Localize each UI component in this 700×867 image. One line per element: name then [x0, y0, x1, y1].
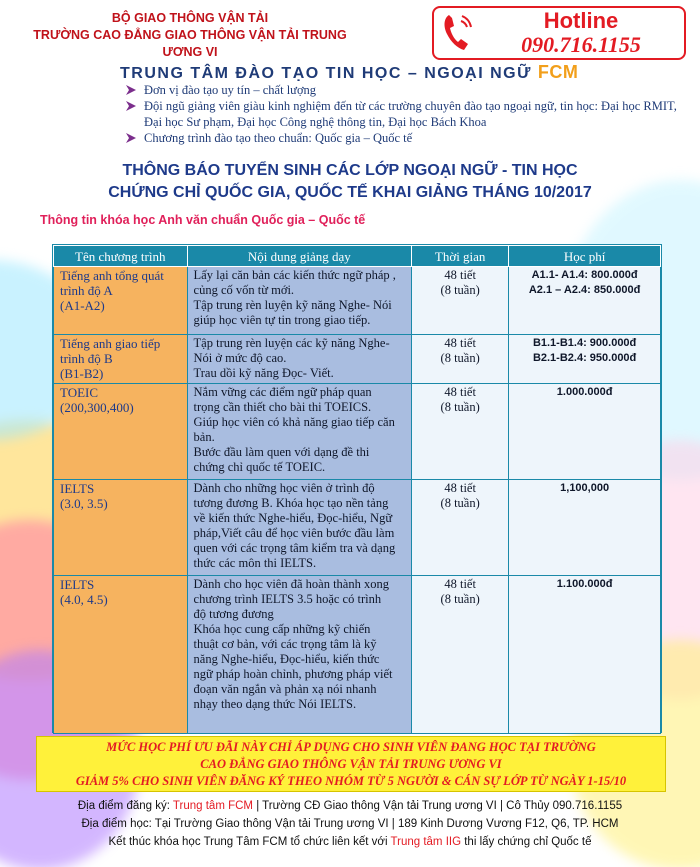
table-row: [54, 480, 661, 576]
college-name: TRƯỜNG CAO ĐẲNG GIAO THÔNG VẬN TẢI TRUNG ƯƠNG VI: [33, 28, 347, 59]
content-line: đoạn văn ngắn và phản xạ nói nhanh: [193, 682, 377, 696]
program-name-line: TOEIC: [60, 385, 99, 400]
content-line: Nắm vững các điểm ngữ pháp quan: [193, 385, 372, 399]
content-line: nhạy theo dạng thức Nói IELTS.: [193, 697, 357, 711]
program-name-line: IELTS: [60, 481, 95, 496]
content-line: tương đương B. Khóa học tạo nền tảng: [193, 496, 389, 510]
duration-cell: [412, 480, 509, 576]
center-name-text: TRUNG TÂM ĐÀO TẠO TIN HỌC – NGOẠI NGỮ: [120, 65, 532, 82]
program-name-line: (A1-A2): [60, 298, 105, 313]
content-cell: [187, 335, 412, 384]
content-cell: [187, 576, 412, 734]
content-line: Bước đầu làm quen với dạng đề thi: [193, 445, 370, 459]
content-line: năng Nghe-hiểu, Đọc-hiểu, kiến thức: [193, 652, 380, 666]
duration-cell: [412, 384, 509, 480]
header-program: Tên chương trình: [54, 246, 188, 267]
content-line: Tập trung rèn luyện kỹ năng Nghe- Nói: [193, 298, 392, 312]
fee-cell: [509, 384, 661, 480]
content-cell: [187, 480, 412, 576]
content-line: Khóa học cung cấp những kỹ chiến: [193, 622, 371, 636]
content-line: bản.: [193, 430, 215, 444]
fee-cell: [509, 576, 661, 734]
program-name-cell: [54, 576, 188, 734]
duration-line: (8 tuần): [440, 592, 480, 606]
hotline-number[interactable]: 090.716.1155: [521, 32, 641, 57]
table-row: [54, 267, 661, 335]
content-line: độ tương đương: [193, 607, 274, 621]
notice-line-1: MỨC HỌC PHÍ ƯU ĐÃI NÀY CHỈ ÁP DỤNG CHO SINH VIÊN ĐANG HỌC TẠI TRƯỜNG: [106, 740, 596, 754]
list-item: [124, 98, 684, 130]
content-line: củng cố vốn từ mới.: [193, 283, 295, 297]
fee-cell: [509, 267, 661, 335]
fee-cell: [509, 480, 661, 576]
duration-line: 48 tiết: [444, 385, 476, 399]
header-content: Nội dung giảng dạy: [187, 246, 412, 267]
fee-line: 1,100,000: [560, 482, 610, 494]
program-name-line: (B1-B2): [60, 366, 104, 381]
registration-details: | Trường CĐ Giao thông Vận tải Trung ương VI | Cô Thủy 090.716.1155: [253, 800, 623, 812]
duration-line: 48 tiết: [444, 268, 476, 282]
duration-line: 48 tiết: [444, 336, 476, 350]
arrow-bullet-icon: [124, 83, 138, 97]
table-header-row: [54, 246, 661, 267]
content-line: chương trình IELTS 3.5 hoặc có trình: [193, 592, 382, 606]
program-name-line: IELTS: [60, 577, 95, 592]
duration-cell: [412, 576, 509, 734]
table-row: [54, 384, 661, 480]
notice-line-2: CAO ĐẲNG GIAO THÔNG VẬN TẢI TRUNG ƯƠNG VI: [200, 757, 502, 771]
fee-line: A1.1- A1.4: 800.000đ: [531, 269, 638, 281]
certification-suffix: thi lấy chứng chỉ Quốc tế: [461, 836, 592, 848]
duration-line: (8 tuần): [440, 400, 480, 414]
table-row: [54, 576, 661, 734]
announcement-title: [70, 160, 630, 204]
content-line: trọng cần thiết cho bài thi TOEICS.: [193, 400, 372, 414]
content-line: Dành cho học viên đã hoàn thành xong: [193, 577, 389, 591]
header-duration: Thời gian: [412, 246, 509, 267]
duration-line: (8 tuần): [440, 283, 480, 297]
registration-center: Trung tâm FCM: [172, 800, 254, 812]
feature-text: Chương trình đào tạo theo chuẩn: Quốc gia – Quốc tế: [144, 131, 413, 145]
study-location: Địa điểm học: Tại Trường Giao thông Vận tải Trung ương VI | 189 Kinh Dương Vương F12, Q6, TP. HCM: [81, 818, 619, 830]
course-info-subtitle: Thông tin khóa học Anh văn chuẩn Quốc gia – Quốc tế: [40, 213, 366, 227]
program-name-cell: [54, 267, 188, 335]
content-line: Lấy lại căn bản các kiến thức ngữ pháp ,: [193, 268, 396, 282]
program-name-line: trình độ B: [60, 351, 113, 366]
arrow-bullet-icon: [124, 99, 138, 113]
list-item: [124, 82, 684, 98]
program-name-cell: [54, 480, 188, 576]
fee-line: B2.1-B2.4: 950.000đ: [532, 352, 637, 364]
ministry-name: BỘ GIAO THÔNG VẬN TẢI: [111, 11, 269, 25]
content-line: Nói ở mức độ cao.: [193, 351, 287, 365]
program-name-line: Tiếng anh tổng quát: [60, 268, 164, 283]
content-line: Tập trung rèn luyện các kỹ năng Nghe-: [193, 336, 390, 350]
fee-line: B1.1-B1.4: 900.000đ: [532, 337, 637, 349]
duration-line: (8 tuần): [440, 496, 480, 510]
content-line: Trau dồi kỹ năng Đọc- Viết.: [193, 366, 334, 380]
duration-line: 48 tiết: [444, 577, 476, 591]
program-name-line: Tiếng anh giao tiếp: [60, 336, 161, 351]
registration-location: [10, 797, 690, 815]
phone-icon: [440, 12, 474, 52]
content-line: Dành cho những học viên ở trình độ: [193, 481, 375, 495]
brand-fcm: FCM: [537, 62, 579, 82]
content-line: thức các môn thi IELTS.: [193, 556, 317, 570]
program-name-line: (4.0, 4.5): [60, 592, 108, 607]
fee-line: 1.000.000đ: [556, 386, 613, 398]
program-name-cell: [54, 384, 188, 480]
feature-text: Đội ngũ giảng viên giàu kinh nghiệm đến từ các trường chuyên đào tạo ngoại ngữ, tin học: Đại học RMIT, Đại học Sư phạm, Đại học Công nghệ thông tin, Đại học Bách Khoa: [144, 99, 677, 129]
content-cell: [187, 384, 412, 480]
registration-label: Địa điểm đăng ký:: [77, 800, 173, 812]
content-line: về kiến thức Nghe-hiểu, Đọc-hiểu, Ngữ: [193, 511, 393, 525]
fee-cell: [509, 335, 661, 384]
content-line: quen với các trọng tâm kiểm tra và dạng: [193, 541, 396, 555]
duration-cell: [412, 335, 509, 384]
announcement-line-1: THÔNG BÁO TUYỂN SINH CÁC LỚP NGOẠI NGỮ - TIN HỌC: [122, 162, 578, 179]
fee-line: 1.100.000đ: [556, 578, 613, 590]
discount-notice: [36, 736, 666, 792]
hotline-box[interactable]: [432, 6, 686, 60]
course-table: [52, 244, 662, 733]
duration-line: 48 tiết: [444, 481, 476, 495]
duration-line: (8 tuần): [440, 351, 480, 365]
announcement-line-2: CHỨNG CHỈ QUỐC GIA, QUỐC TẾ KHAI GIẢNG THÁNG 10/2017: [108, 184, 592, 201]
fee-line: A2.1 – A2.4: 850.000đ: [528, 284, 641, 296]
content-line: ngữ pháp hoàn chỉnh, phương pháp viết: [193, 667, 393, 681]
program-name-line: (200,300,400): [60, 400, 134, 415]
hotline-label: Hotline: [543, 8, 619, 33]
duration-cell: [412, 267, 509, 335]
program-name-line: trình độ A: [60, 283, 113, 298]
content-line: chứng chỉ quốc tế TOEIC.: [193, 460, 326, 474]
iig-center: Trung tâm IIG: [390, 836, 462, 848]
center-title: [120, 62, 640, 83]
table-row: [54, 335, 661, 384]
feature-text: Đơn vị đào tạo uy tín – chất lượng: [144, 83, 317, 97]
certification-prefix: Kết thúc khóa học Trung Tâm FCM tổ chức liên kết với: [108, 836, 391, 848]
list-item: [124, 130, 684, 146]
notice-line-3: GIẢM 5% CHO SINH VIÊN ĐĂNG KÝ THEO NHÓM TỪ 5 NGƯỜI & CÁN SỰ LỚP TỪ NGÀY 1-15/10: [75, 774, 627, 788]
content-line: pháp,Viết câu để học viên bước đầu làm: [193, 526, 395, 540]
program-name-cell: [54, 335, 188, 384]
content-line: Giúp học viên có khả năng giao tiếp căn: [193, 415, 395, 429]
program-name-line: (3.0, 3.5): [60, 496, 108, 511]
header-fee: Học phí: [509, 246, 661, 267]
arrow-bullet-icon: [124, 131, 138, 145]
feature-list: [124, 82, 684, 146]
content-line: giúp học viên tự tin trong giao tiếp.: [193, 313, 371, 327]
ministry-header: [20, 10, 360, 61]
content-cell: [187, 267, 412, 335]
footer-info: [10, 797, 690, 851]
certification-note: [10, 833, 690, 851]
content-line: thuật cơ bản, với các trọng tâm là kỹ: [193, 637, 377, 651]
